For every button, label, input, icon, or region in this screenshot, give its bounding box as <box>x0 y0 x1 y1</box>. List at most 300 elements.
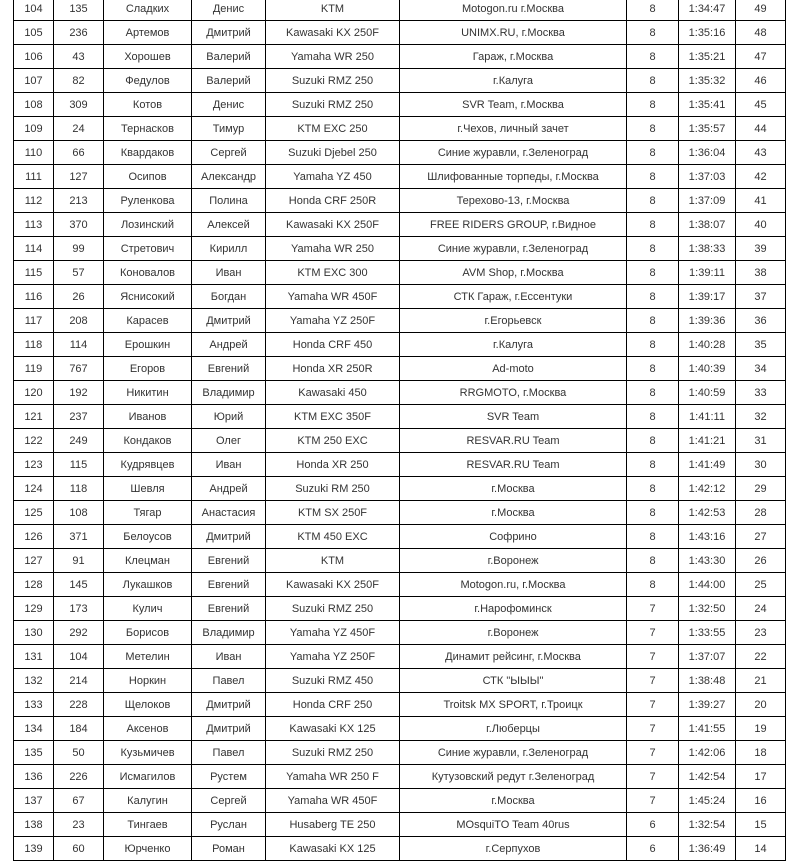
place-cell: 130 <box>14 621 54 645</box>
laps-cell: 7 <box>627 645 679 669</box>
bib-number-cell: 208 <box>54 309 104 333</box>
first-name-cell: Роман <box>192 837 266 861</box>
last-name-cell: Никитин <box>104 381 192 405</box>
first-name-cell: Андрей <box>192 333 266 357</box>
last-name-cell: Лозинский <box>104 213 192 237</box>
motorcycle-cell: Suzuki RMZ 450 <box>266 669 400 693</box>
team-city-cell: SVR Team, г.Москва <box>400 93 627 117</box>
last-name-cell: Кузьмичев <box>104 741 192 765</box>
place-cell: 114 <box>14 237 54 261</box>
first-name-cell: Кирилл <box>192 237 266 261</box>
first-name-cell: Евгений <box>192 573 266 597</box>
team-city-cell: Ad-moto <box>400 357 627 381</box>
bib-number-cell: 214 <box>54 669 104 693</box>
team-city-cell: AVM Shop, г.Москва <box>400 261 627 285</box>
last-name-cell: Калугин <box>104 789 192 813</box>
motorcycle-cell: Suzuki RMZ 250 <box>266 741 400 765</box>
table-row <box>14 717 786 741</box>
bib-number-cell: 127 <box>54 165 104 189</box>
team-city-cell: Кутузовский редут г.Зеленоград <box>400 765 627 789</box>
place-cell: 132 <box>14 669 54 693</box>
bib-number-cell: 309 <box>54 93 104 117</box>
table-row <box>14 813 786 837</box>
table-row <box>14 189 786 213</box>
team-city-cell: Гараж, г.Москва <box>400 45 627 69</box>
place-cell: 118 <box>14 333 54 357</box>
last-name-cell: Норкин <box>104 669 192 693</box>
place-cell: 122 <box>14 429 54 453</box>
table-row <box>14 693 786 717</box>
place-cell: 106 <box>14 45 54 69</box>
team-city-cell: FREE RIDERS GROUP, г.Видное <box>400 213 627 237</box>
time-cell: 1:35:57 <box>679 117 736 141</box>
team-city-cell: Синие журавли, г.Зеленоград <box>400 741 627 765</box>
place-cell: 129 <box>14 597 54 621</box>
bib-number-cell: 60 <box>54 837 104 861</box>
bib-number-cell: 226 <box>54 765 104 789</box>
place-cell: 113 <box>14 213 54 237</box>
bib-number-cell: 370 <box>54 213 104 237</box>
table-row <box>14 117 786 141</box>
time-cell: 1:41:21 <box>679 429 736 453</box>
points-cell: 28 <box>736 501 786 525</box>
motorcycle-cell: KTM 450 EXC <box>266 525 400 549</box>
time-cell: 1:36:04 <box>679 141 736 165</box>
last-name-cell: Метелин <box>104 645 192 669</box>
first-name-cell: Евгений <box>192 357 266 381</box>
last-name-cell: Артемов <box>104 21 192 45</box>
bib-number-cell: 99 <box>54 237 104 261</box>
last-name-cell: Клецман <box>104 549 192 573</box>
bib-number-cell: 57 <box>54 261 104 285</box>
time-cell: 1:36:49 <box>679 837 736 861</box>
last-name-cell: Аксенов <box>104 717 192 741</box>
table-row <box>14 261 786 285</box>
laps-cell: 8 <box>627 309 679 333</box>
time-cell: 1:39:36 <box>679 309 736 333</box>
last-name-cell: Тернасков <box>104 117 192 141</box>
place-cell: 115 <box>14 261 54 285</box>
table-row <box>14 405 786 429</box>
first-name-cell: Дмитрий <box>192 21 266 45</box>
bib-number-cell: 82 <box>54 69 104 93</box>
motorcycle-cell: KTM SX 250F <box>266 501 400 525</box>
table-row <box>14 597 786 621</box>
points-cell: 27 <box>736 525 786 549</box>
team-city-cell: RESVAR.RU Team <box>400 429 627 453</box>
table-row <box>14 357 786 381</box>
team-city-cell: г.Егорьевск <box>400 309 627 333</box>
laps-cell: 7 <box>627 789 679 813</box>
table-row <box>14 765 786 789</box>
table-row <box>14 837 786 861</box>
laps-cell: 7 <box>627 597 679 621</box>
last-name-cell: Кудрявцев <box>104 453 192 477</box>
bib-number-cell: 236 <box>54 21 104 45</box>
table-row <box>14 645 786 669</box>
team-city-cell: MOsquiTO Team 40rus <box>400 813 627 837</box>
motorcycle-cell: Suzuki Djebel 250 <box>266 141 400 165</box>
last-name-cell: Борисов <box>104 621 192 645</box>
place-cell: 127 <box>14 549 54 573</box>
points-cell: 17 <box>736 765 786 789</box>
time-cell: 1:38:33 <box>679 237 736 261</box>
team-city-cell: RESVAR.RU Team <box>400 453 627 477</box>
table-row <box>14 69 786 93</box>
first-name-cell: Полина <box>192 189 266 213</box>
points-cell: 18 <box>736 741 786 765</box>
points-cell: 19 <box>736 717 786 741</box>
motorcycle-cell: Honda XR 250 <box>266 453 400 477</box>
first-name-cell: Сергей <box>192 789 266 813</box>
last-name-cell: Лукашков <box>104 573 192 597</box>
time-cell: 1:40:28 <box>679 333 736 357</box>
motorcycle-cell: Kawasaki KX 250F <box>266 21 400 45</box>
laps-cell: 8 <box>627 69 679 93</box>
place-cell: 126 <box>14 525 54 549</box>
points-cell: 23 <box>736 621 786 645</box>
time-cell: 1:43:30 <box>679 549 736 573</box>
table-row <box>14 141 786 165</box>
laps-cell: 8 <box>627 357 679 381</box>
points-cell: 42 <box>736 165 786 189</box>
laps-cell: 8 <box>627 21 679 45</box>
last-name-cell: Коновалов <box>104 261 192 285</box>
last-name-cell: Стретович <box>104 237 192 261</box>
bib-number-cell: 67 <box>54 789 104 813</box>
time-cell: 1:33:55 <box>679 621 736 645</box>
points-cell: 14 <box>736 837 786 861</box>
table-row <box>14 213 786 237</box>
points-cell: 43 <box>736 141 786 165</box>
last-name-cell: Иванов <box>104 405 192 429</box>
bib-number-cell: 24 <box>54 117 104 141</box>
team-city-cell: Терехово-13, г.Москва <box>400 189 627 213</box>
first-name-cell: Рустем <box>192 765 266 789</box>
bib-number-cell: 104 <box>54 645 104 669</box>
first-name-cell: Денис <box>192 93 266 117</box>
time-cell: 1:35:41 <box>679 93 736 117</box>
place-cell: 125 <box>14 501 54 525</box>
last-name-cell: Карасев <box>104 309 192 333</box>
place-cell: 119 <box>14 357 54 381</box>
motorcycle-cell: Yamaha WR 450F <box>266 285 400 309</box>
points-cell: 47 <box>736 45 786 69</box>
laps-cell: 6 <box>627 813 679 837</box>
time-cell: 1:39:27 <box>679 693 736 717</box>
laps-cell: 8 <box>627 405 679 429</box>
laps-cell: 8 <box>627 189 679 213</box>
last-name-cell: Кулич <box>104 597 192 621</box>
first-name-cell: Дмитрий <box>192 309 266 333</box>
laps-cell: 8 <box>627 45 679 69</box>
place-cell: 116 <box>14 285 54 309</box>
bib-number-cell: 237 <box>54 405 104 429</box>
points-cell: 25 <box>736 573 786 597</box>
last-name-cell: Квардаков <box>104 141 192 165</box>
motorcycle-cell: Yamaha YZ 450F <box>266 621 400 645</box>
bib-number-cell: 145 <box>54 573 104 597</box>
points-cell: 26 <box>736 549 786 573</box>
first-name-cell: Дмитрий <box>192 693 266 717</box>
motorcycle-cell: Yamaha WR 450F <box>266 789 400 813</box>
last-name-cell: Хорошев <box>104 45 192 69</box>
table-row <box>14 741 786 765</box>
laps-cell: 8 <box>627 0 679 21</box>
bib-number-cell: 108 <box>54 501 104 525</box>
bib-number-cell: 371 <box>54 525 104 549</box>
team-city-cell: SVR Team <box>400 405 627 429</box>
team-city-cell: Синие журавли, г.Зеленоград <box>400 237 627 261</box>
first-name-cell: Денис <box>192 0 266 21</box>
place-cell: 111 <box>14 165 54 189</box>
motorcycle-cell: Yamaha WR 250 <box>266 237 400 261</box>
place-cell: 123 <box>14 453 54 477</box>
laps-cell: 8 <box>627 285 679 309</box>
place-cell: 112 <box>14 189 54 213</box>
motorcycle-cell: Suzuki RMZ 250 <box>266 597 400 621</box>
place-cell: 138 <box>14 813 54 837</box>
place-cell: 105 <box>14 21 54 45</box>
time-cell: 1:39:11 <box>679 261 736 285</box>
team-city-cell: г.Воронеж <box>400 621 627 645</box>
time-cell: 1:39:17 <box>679 285 736 309</box>
table-row <box>14 21 786 45</box>
first-name-cell: Анастасия <box>192 501 266 525</box>
place-cell: 108 <box>14 93 54 117</box>
laps-cell: 8 <box>627 237 679 261</box>
table-row <box>14 525 786 549</box>
first-name-cell: Дмитрий <box>192 717 266 741</box>
laps-cell: 7 <box>627 669 679 693</box>
points-cell: 41 <box>736 189 786 213</box>
motorcycle-cell: KTM EXC 300 <box>266 261 400 285</box>
laps-cell: 8 <box>627 333 679 357</box>
last-name-cell: Яснисокий <box>104 285 192 309</box>
time-cell: 1:40:59 <box>679 381 736 405</box>
results-table <box>13 0 786 861</box>
laps-cell: 8 <box>627 117 679 141</box>
points-cell: 39 <box>736 237 786 261</box>
team-city-cell: г.Москва <box>400 501 627 525</box>
place-cell: 107 <box>14 69 54 93</box>
motorcycle-cell: KTM EXC 350F <box>266 405 400 429</box>
last-name-cell: Шевля <box>104 477 192 501</box>
table-row <box>14 669 786 693</box>
motorcycle-cell: KTM EXC 250 <box>266 117 400 141</box>
motorcycle-cell: Kawasaki KX 250F <box>266 213 400 237</box>
team-city-cell: UNIMX.RU, г.Москва <box>400 21 627 45</box>
first-name-cell: Дмитрий <box>192 525 266 549</box>
laps-cell: 8 <box>627 429 679 453</box>
last-name-cell: Кондаков <box>104 429 192 453</box>
bib-number-cell: 184 <box>54 717 104 741</box>
time-cell: 1:37:03 <box>679 165 736 189</box>
first-name-cell: Иван <box>192 261 266 285</box>
team-city-cell: Синие журавли, г.Зеленоград <box>400 141 627 165</box>
table-row <box>14 501 786 525</box>
points-cell: 37 <box>736 285 786 309</box>
time-cell: 1:32:50 <box>679 597 736 621</box>
table-row <box>14 789 786 813</box>
time-cell: 1:42:53 <box>679 501 736 525</box>
bib-number-cell: 91 <box>54 549 104 573</box>
time-cell: 1:43:16 <box>679 525 736 549</box>
team-city-cell: г.Люберцы <box>400 717 627 741</box>
bib-number-cell: 66 <box>54 141 104 165</box>
time-cell: 1:34:47 <box>679 0 736 21</box>
bib-number-cell: 213 <box>54 189 104 213</box>
first-name-cell: Богдан <box>192 285 266 309</box>
last-name-cell: Осипов <box>104 165 192 189</box>
first-name-cell: Валерий <box>192 69 266 93</box>
time-cell: 1:41:11 <box>679 405 736 429</box>
table-row <box>14 45 786 69</box>
points-cell: 38 <box>736 261 786 285</box>
bib-number-cell: 249 <box>54 429 104 453</box>
points-cell: 16 <box>736 789 786 813</box>
team-city-cell: г.Москва <box>400 477 627 501</box>
table-row <box>14 453 786 477</box>
last-name-cell: Юрченко <box>104 837 192 861</box>
place-cell: 135 <box>14 741 54 765</box>
place-cell: 117 <box>14 309 54 333</box>
place-cell: 120 <box>14 381 54 405</box>
table-row <box>14 429 786 453</box>
points-cell: 36 <box>736 309 786 333</box>
points-cell: 35 <box>736 333 786 357</box>
time-cell: 1:42:12 <box>679 477 736 501</box>
results-body <box>14 0 786 861</box>
laps-cell: 7 <box>627 741 679 765</box>
team-city-cell: г.Серпухов <box>400 837 627 861</box>
last-name-cell: Тягар <box>104 501 192 525</box>
team-city-cell: Шлифованные торпеды, г.Москва <box>400 165 627 189</box>
laps-cell: 8 <box>627 525 679 549</box>
laps-cell: 8 <box>627 453 679 477</box>
points-cell: 24 <box>736 597 786 621</box>
time-cell: 1:42:06 <box>679 741 736 765</box>
team-city-cell: Софрино <box>400 525 627 549</box>
bib-number-cell: 767 <box>54 357 104 381</box>
bib-number-cell: 114 <box>54 333 104 357</box>
bib-number-cell: 173 <box>54 597 104 621</box>
laps-cell: 8 <box>627 477 679 501</box>
motorcycle-cell: Honda XR 250R <box>266 357 400 381</box>
team-city-cell: г.Калуга <box>400 333 627 357</box>
team-city-cell: СТК Гараж, г.Ессентуки <box>400 285 627 309</box>
first-name-cell: Александр <box>192 165 266 189</box>
points-cell: 44 <box>736 117 786 141</box>
laps-cell: 8 <box>627 573 679 597</box>
time-cell: 1:41:55 <box>679 717 736 741</box>
team-city-cell: Motogon.ru г.Москва <box>400 0 627 21</box>
place-cell: 110 <box>14 141 54 165</box>
motorcycle-cell: KTM <box>266 549 400 573</box>
time-cell: 1:38:07 <box>679 213 736 237</box>
place-cell: 109 <box>14 117 54 141</box>
first-name-cell: Тимур <box>192 117 266 141</box>
last-name-cell: Белоусов <box>104 525 192 549</box>
motorcycle-cell: Yamaha YZ 450 <box>266 165 400 189</box>
first-name-cell: Иван <box>192 645 266 669</box>
motorcycle-cell: Yamaha YZ 250F <box>266 309 400 333</box>
bib-number-cell: 228 <box>54 693 104 717</box>
team-city-cell: СТК "ЫЫЫ" <box>400 669 627 693</box>
place-cell: 131 <box>14 645 54 669</box>
table-row <box>14 381 786 405</box>
motorcycle-cell: Honda CRF 250 <box>266 693 400 717</box>
laps-cell: 8 <box>627 93 679 117</box>
time-cell: 1:40:39 <box>679 357 736 381</box>
motorcycle-cell: KTM <box>266 0 400 21</box>
laps-cell: 6 <box>627 837 679 861</box>
points-cell: 48 <box>736 21 786 45</box>
bib-number-cell: 26 <box>54 285 104 309</box>
first-name-cell: Павел <box>192 669 266 693</box>
laps-cell: 8 <box>627 381 679 405</box>
time-cell: 1:41:49 <box>679 453 736 477</box>
points-cell: 15 <box>736 813 786 837</box>
laps-cell: 8 <box>627 165 679 189</box>
bib-number-cell: 135 <box>54 0 104 21</box>
points-cell: 49 <box>736 0 786 21</box>
table-row <box>14 549 786 573</box>
bib-number-cell: 50 <box>54 741 104 765</box>
time-cell: 1:35:21 <box>679 45 736 69</box>
bib-number-cell: 292 <box>54 621 104 645</box>
table-row <box>14 93 786 117</box>
first-name-cell: Евгений <box>192 597 266 621</box>
motorcycle-cell: KTM 250 EXC <box>266 429 400 453</box>
table-row <box>14 621 786 645</box>
last-name-cell: Сладких <box>104 0 192 21</box>
last-name-cell: Егоров <box>104 357 192 381</box>
last-name-cell: Тингаев <box>104 813 192 837</box>
laps-cell: 8 <box>627 261 679 285</box>
table-row <box>14 285 786 309</box>
points-cell: 22 <box>736 645 786 669</box>
place-cell: 136 <box>14 765 54 789</box>
first-name-cell: Валерий <box>192 45 266 69</box>
bib-number-cell: 115 <box>54 453 104 477</box>
motorcycle-cell: Honda CRF 250R <box>266 189 400 213</box>
team-city-cell: Troitsk MX SPORT, г.Троицк <box>400 693 627 717</box>
first-name-cell: Владимир <box>192 381 266 405</box>
last-name-cell: Щелоков <box>104 693 192 717</box>
motorcycle-cell: Suzuki RMZ 250 <box>266 93 400 117</box>
first-name-cell: Сергей <box>192 141 266 165</box>
team-city-cell: RRGMOTO, г.Москва <box>400 381 627 405</box>
bib-number-cell: 192 <box>54 381 104 405</box>
time-cell: 1:35:32 <box>679 69 736 93</box>
first-name-cell: Олег <box>192 429 266 453</box>
team-city-cell: Motogon.ru, г.Москва <box>400 573 627 597</box>
laps-cell: 8 <box>627 213 679 237</box>
motorcycle-cell: Kawasaki KX 125 <box>266 837 400 861</box>
first-name-cell: Юрий <box>192 405 266 429</box>
points-cell: 33 <box>736 381 786 405</box>
place-cell: 121 <box>14 405 54 429</box>
table-row <box>14 0 786 21</box>
motorcycle-cell: Yamaha WR 250 F <box>266 765 400 789</box>
last-name-cell: Руленкова <box>104 189 192 213</box>
team-city-cell: г.Калуга <box>400 69 627 93</box>
time-cell: 1:44:00 <box>679 573 736 597</box>
laps-cell: 7 <box>627 717 679 741</box>
team-city-cell: г.Москва <box>400 789 627 813</box>
team-city-cell: г.Воронеж <box>400 549 627 573</box>
